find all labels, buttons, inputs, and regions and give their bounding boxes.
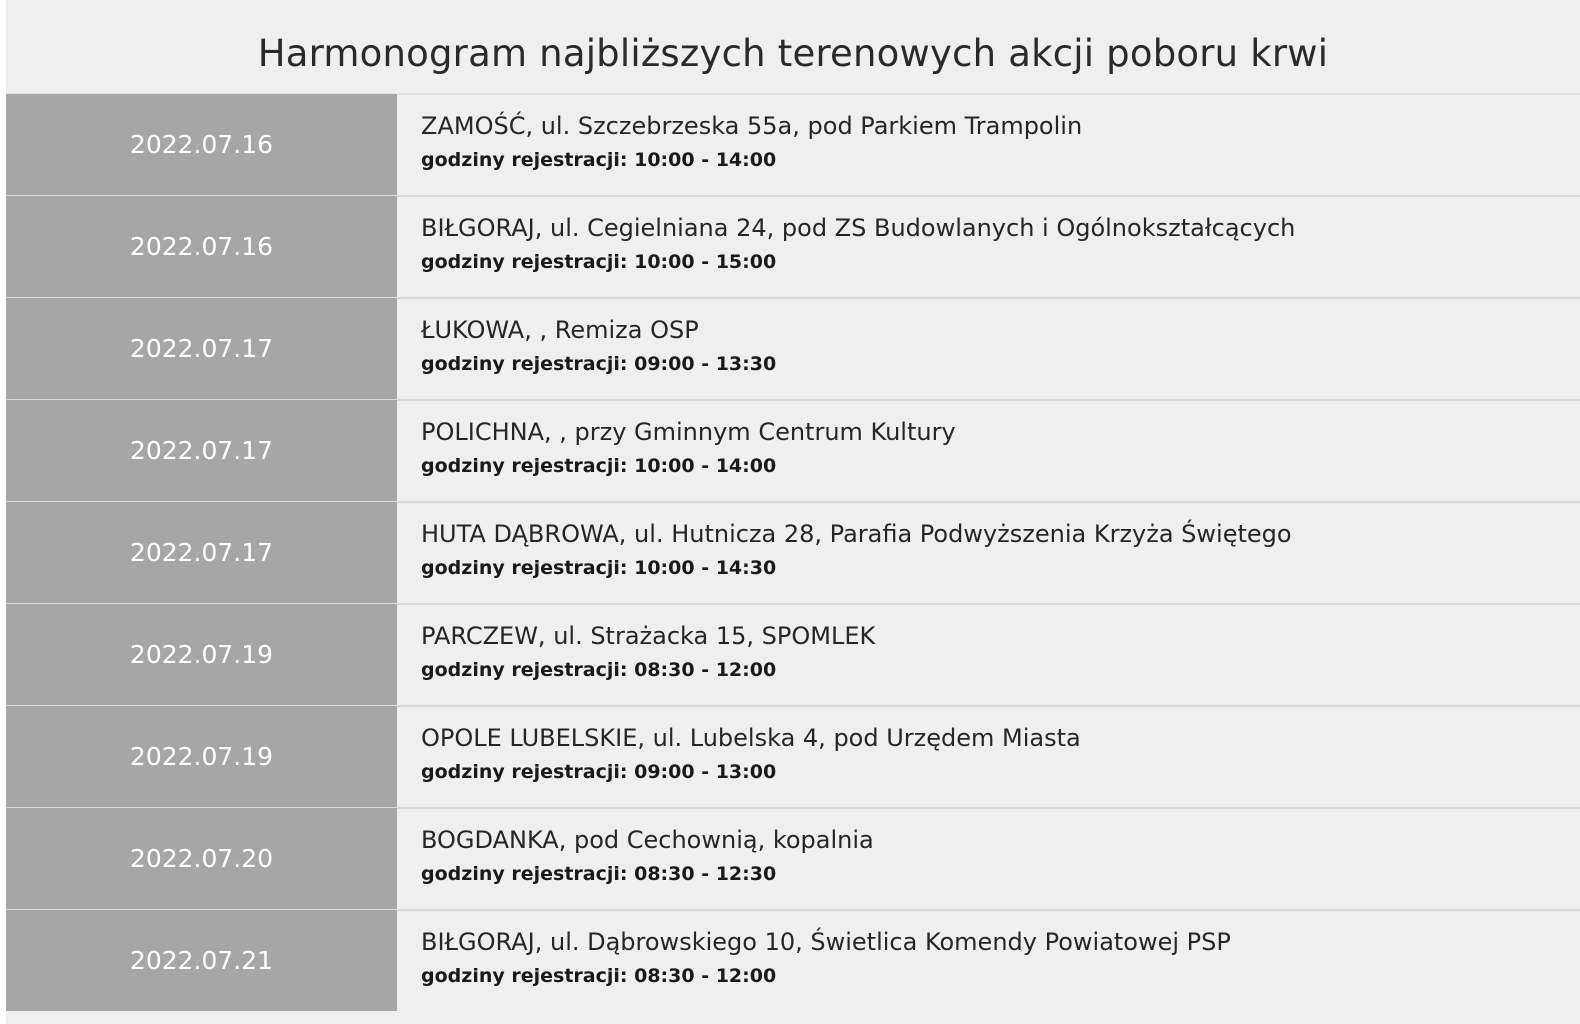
list-item [6,603,1580,705]
hours-label: godziny rejestracji: [421,149,628,171]
hours-value: 10:00 - 14:30 [634,557,777,579]
event-date: 2022.07.19 [6,604,397,705]
hours-value: 08:30 - 12:00 [634,659,777,681]
event-list [6,93,1580,1011]
event-location: ZAMOŚĆ, ul. Szczebrzeska 55a, pod Parkiem Trampolin [421,112,1083,140]
event-hours [421,455,1580,477]
hours-label: godziny rejestracji: [421,455,628,477]
hours-value: 09:00 - 13:00 [634,761,777,783]
list-item [6,501,1580,603]
hours-label: godziny rejestracji: [421,965,628,987]
event-location: HUTA DĄBROWA, ul. Hutnicza 28, Parafia Podwyższenia Krzyża Świętego [421,520,1292,548]
event-info [397,401,1580,501]
event-info [397,605,1580,705]
hours-label: godziny rejestracji: [421,659,628,681]
event-info [397,197,1580,297]
hours-label: godziny rejestracji: [421,251,628,273]
event-info [397,503,1580,603]
event-hours [421,863,1580,885]
hours-value: 10:00 - 14:00 [634,149,777,171]
event-hours [421,353,1580,375]
event-hours [421,965,1580,987]
event-date: 2022.07.17 [6,298,397,399]
list-item [6,93,1580,195]
event-hours [421,761,1580,783]
hours-value: 08:30 - 12:30 [634,863,777,885]
event-hours [421,149,1580,171]
event-location: BIŁGORAJ, ul. Cegielniana 24, pod ZS Budowlanych i Ogólnokształcących [421,214,1296,242]
event-location: PARCZEW, ul. Strażacka 15, SPOMLEK [421,622,876,650]
event-location: BOGDANKA, pod Cechownią, kopalnia [421,826,874,854]
event-date: 2022.07.16 [6,94,397,195]
event-info [397,809,1580,909]
hours-value: 08:30 - 12:00 [634,965,777,987]
event-info [397,299,1580,399]
event-location: OPOLE LUBELSKIE, ul. Lubelska 4, pod Urzędem Miasta [421,724,1081,752]
hours-value: 10:00 - 15:00 [634,251,777,273]
list-item [6,705,1580,807]
schedule-panel [6,0,1580,1024]
list-item [6,195,1580,297]
event-date: 2022.07.20 [6,808,397,909]
event-hours [421,557,1580,579]
list-item [6,399,1580,501]
event-hours [421,251,1580,273]
event-date: 2022.07.21 [6,910,397,1011]
hours-label: godziny rejestracji: [421,863,628,885]
hours-label: godziny rejestracji: [421,557,628,579]
event-info [397,95,1580,195]
hours-label: godziny rejestracji: [421,353,628,375]
event-location: BIŁGORAJ, ul. Dąbrowskiego 10, Świetlica Komendy Powiatowej PSP [421,928,1231,956]
list-item [6,297,1580,399]
hours-value: 10:00 - 14:00 [634,455,777,477]
hours-value: 09:00 - 13:30 [634,353,777,375]
event-date: 2022.07.17 [6,502,397,603]
list-item [6,807,1580,909]
event-location: POLICHNA, , przy Gminnym Centrum Kultury [421,418,956,446]
event-date: 2022.07.16 [6,196,397,297]
event-location: ŁUKOWA, , Remiza OSP [421,316,699,344]
list-item [6,909,1580,1011]
event-date: 2022.07.17 [6,400,397,501]
event-info [397,911,1580,1011]
page-title: Harmonogram najbliższych terenowych akcji poboru krwi [257,32,1329,75]
hours-label: godziny rejestracji: [421,761,628,783]
event-hours [421,659,1580,681]
event-date: 2022.07.19 [6,706,397,807]
event-info [397,707,1580,807]
